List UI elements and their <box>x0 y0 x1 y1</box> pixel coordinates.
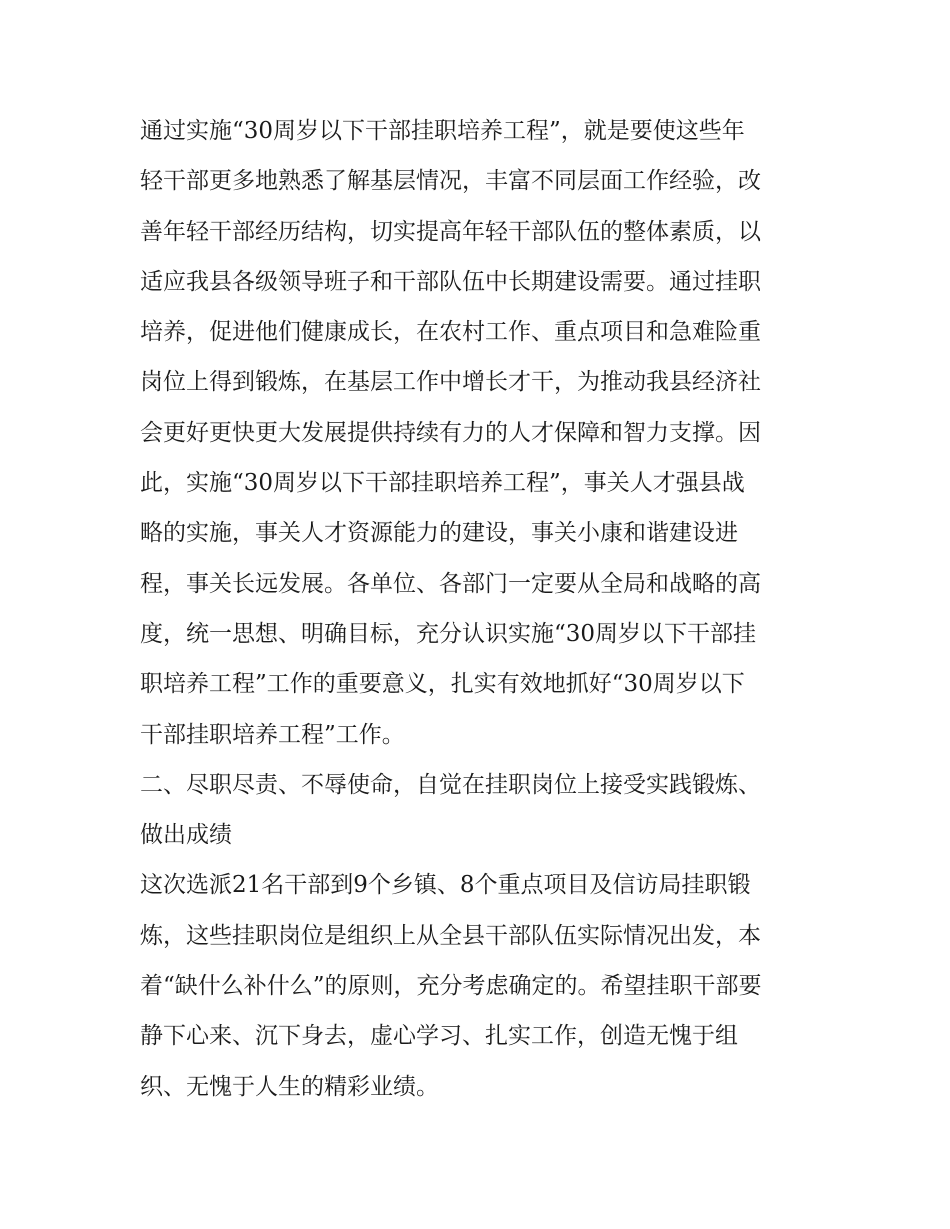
text-line: 干部挂职培养工程”工作。 <box>140 721 405 748</box>
section-heading-line: 做出成绩 <box>140 822 232 849</box>
text-line: 会更好更快更大发展提供持续有力的人才保障和智力支撑。因 <box>140 419 761 446</box>
text-line: 炼，这些挂职岗位是组织上从全县干部队伍实际情况出发，本 <box>140 922 761 949</box>
text-line: 静下心来、沉下身去，虚心学习、扎实工作，创造无愧于组 <box>140 1023 738 1050</box>
text-line: 岗位上得到锻炼，在基层工作中增长才干，为推动我县经济社 <box>140 369 761 396</box>
text-line: 轻干部更多地熟悉了解基层情况，丰富不同层面工作经验，改 <box>140 168 761 195</box>
text-line: 适应我县各级领导班子和干部队伍中长期建设需要。通过挂职 <box>140 268 761 295</box>
text-line: 培养，促进他们健康成长，在农村工作、重点项目和急难险重 <box>140 319 761 346</box>
text-line: 职培养工程”工作的重要意义，扎实有效地抓好“30周岁以下 <box>140 671 745 698</box>
text-line: 略的实施，事关人才资源能力的建设，事关小康和谐建设进 <box>140 520 738 547</box>
text-line: 着“缺什么补什么”的原则，充分考虑确定的。希望挂职干部要 <box>140 973 762 1000</box>
text-line: 通过实施“30周岁以下干部挂职培养工程”，就是要使这些年 <box>140 118 745 144</box>
body-text <box>140 106 812 1112</box>
text-line: 程，事关长远发展。各单位、各部门一定要从全局和战略的高 <box>140 570 761 597</box>
text-line: 此，实施“30周岁以下干部挂职培养工程”，事关人才强县战 <box>140 470 745 497</box>
section-heading-line: 二、尽职尽责、不辱使命，自觉在挂职岗位上接受实践锻炼、 <box>140 771 761 798</box>
text-line: 这次选派21名干部到9个乡镇、8个重点项目及信访局挂职锻 <box>140 872 751 899</box>
text-line: 度，统一思想、明确目标，充分认识实施“30周岁以下干部挂 <box>140 620 757 647</box>
text-line: 善年轻干部经历结构，切实提高年轻干部队伍的整体素质，以 <box>140 218 761 245</box>
text-line: 织、无愧于人生的精彩业绩。 <box>140 1073 439 1100</box>
